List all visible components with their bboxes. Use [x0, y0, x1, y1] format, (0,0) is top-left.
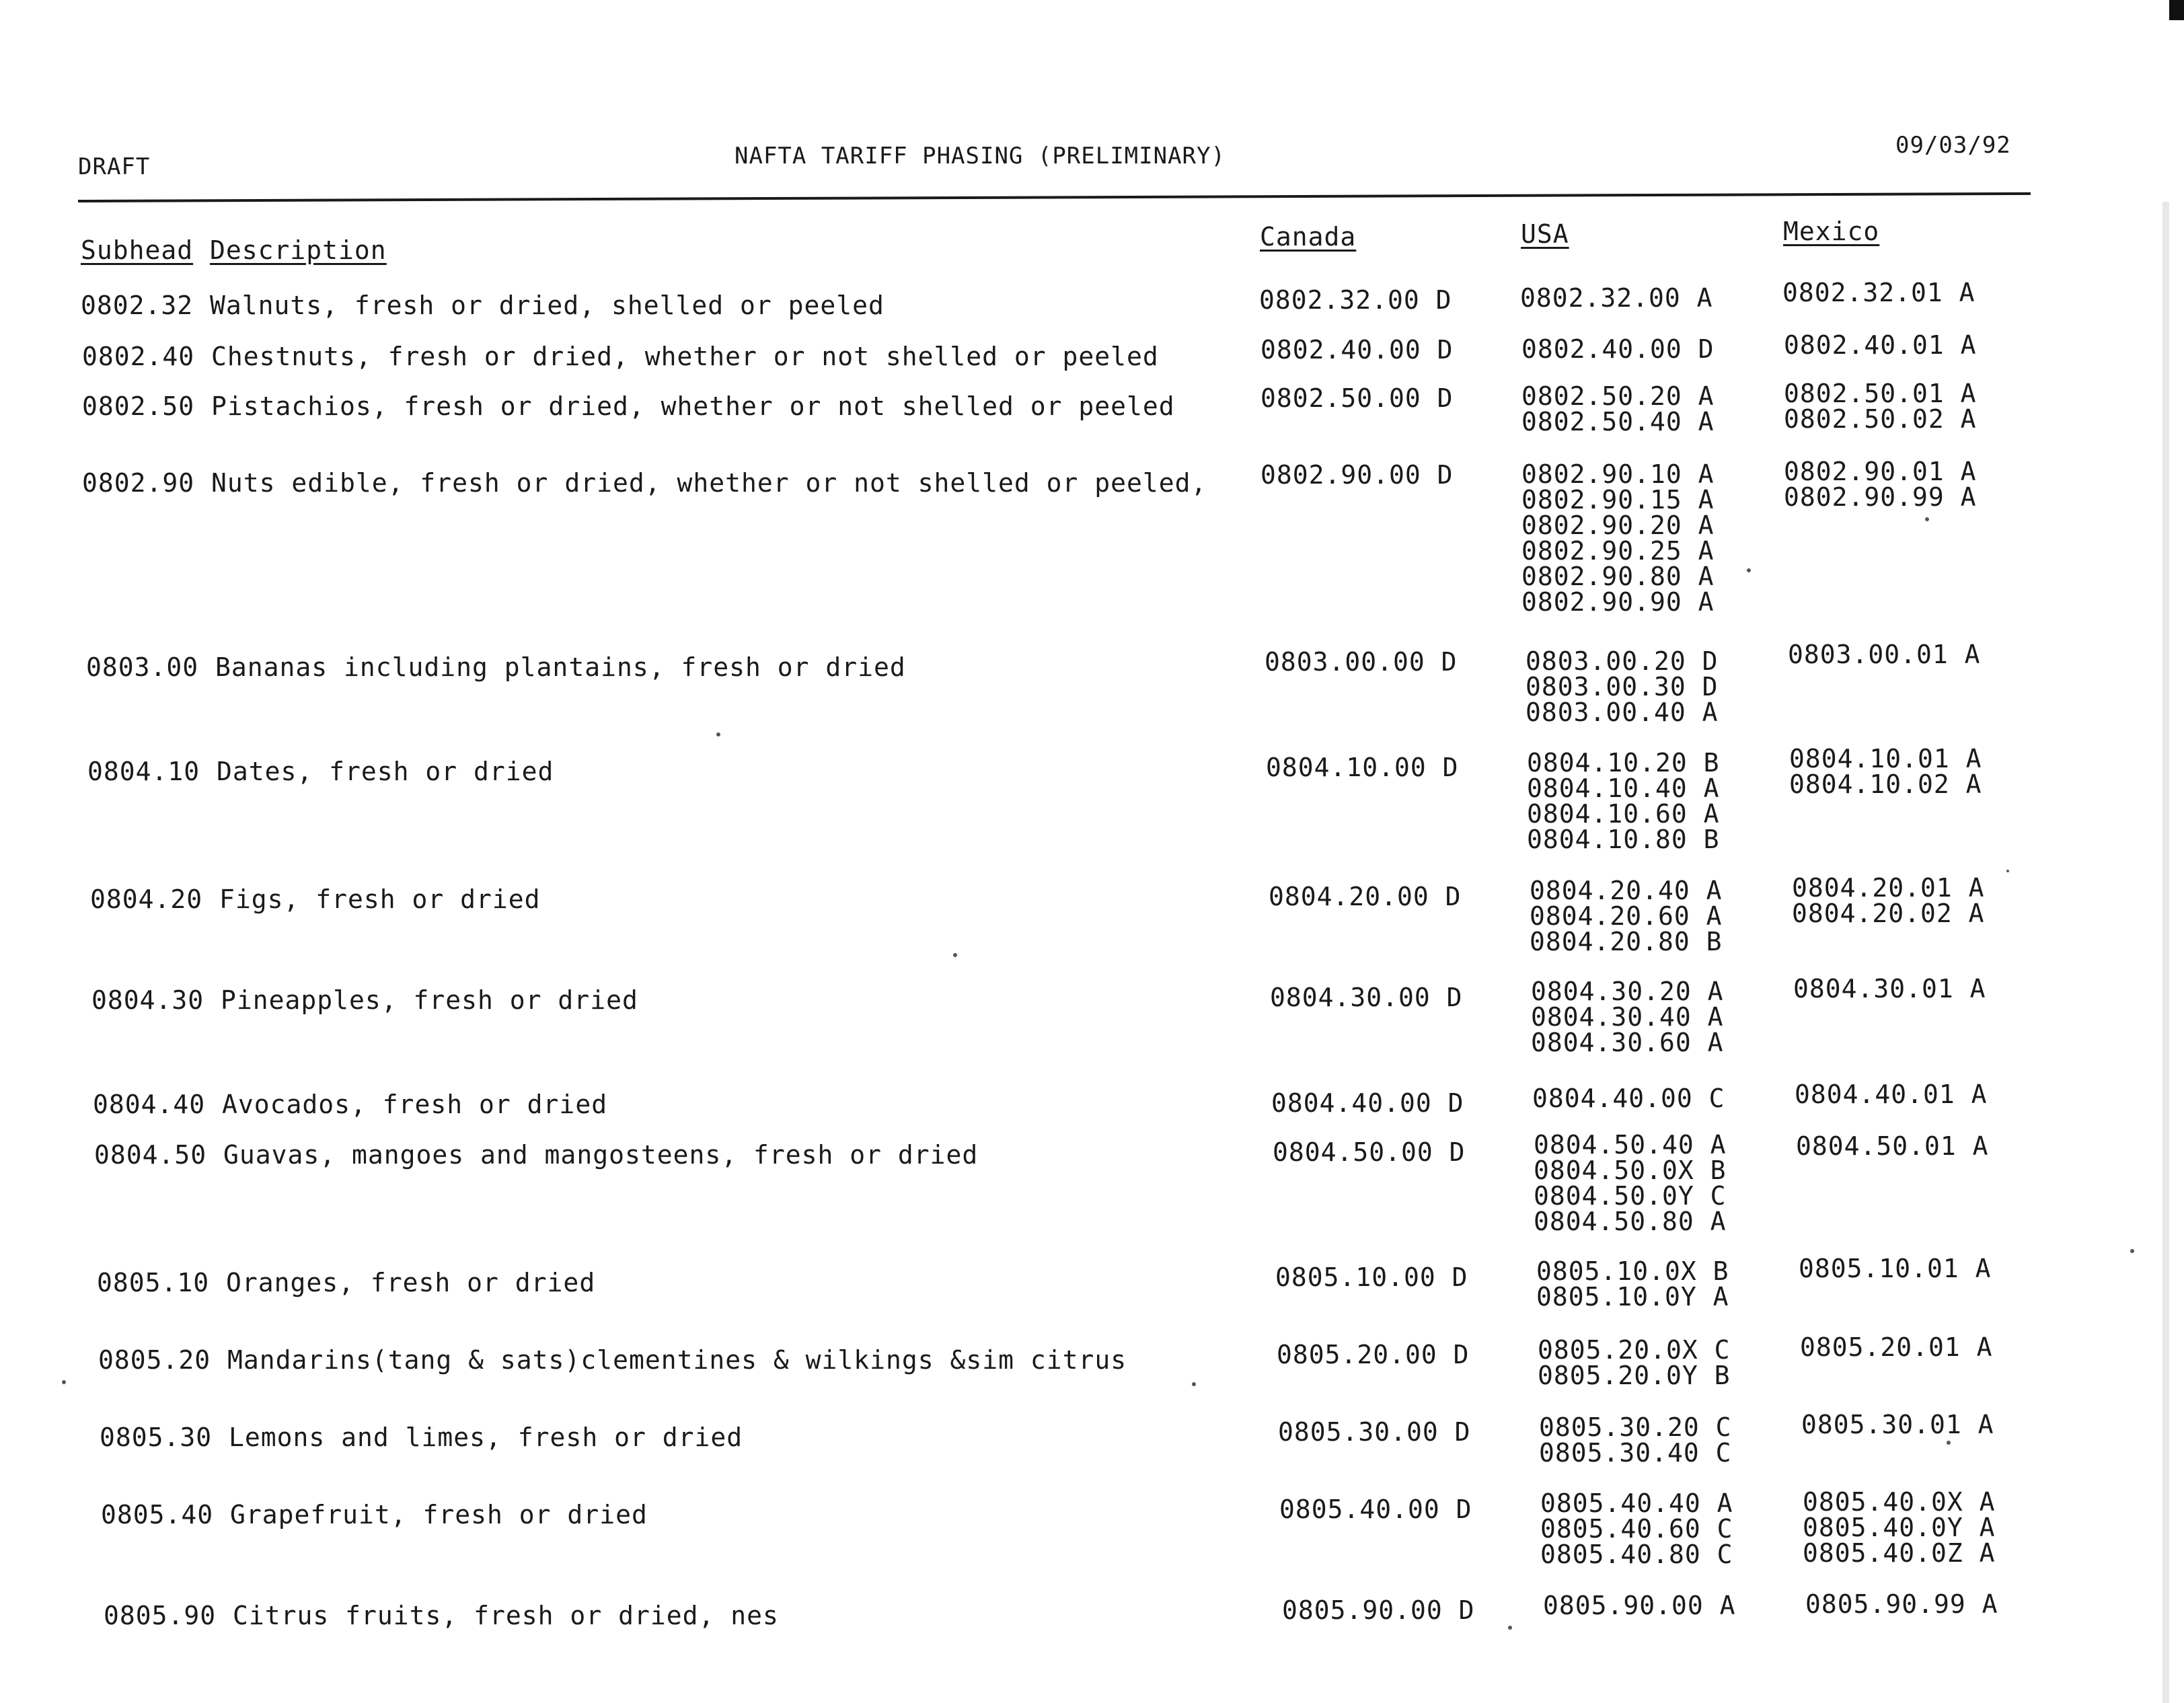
usa-code: 0802.40.00 D	[1521, 334, 1715, 364]
column-header-canada: Canada	[1260, 222, 1357, 252]
mexico-code: 0805.40.0Y A	[1803, 1513, 1996, 1542]
draft-label: DRAFT	[78, 153, 151, 180]
usa-code: 0804.10.20 B	[1527, 748, 1720, 778]
row-canada-code: 0804.50.00 D	[1273, 1137, 1466, 1167]
usa-code: 0804.50.0Y C	[1534, 1181, 1727, 1211]
usa-code: 0805.40.60 C	[1540, 1514, 1733, 1544]
row-subhead: 0805.30	[100, 1423, 213, 1452]
usa-code: 0805.10.0Y A	[1536, 1282, 1729, 1312]
row-description: Grapefruit, fresh or dried	[230, 1500, 648, 1529]
row-description: Walnuts, fresh or dried, shelled or peeled	[210, 291, 884, 320]
mexico-code: 0805.20.01 A	[1800, 1332, 1993, 1362]
document-date: 09/03/92	[1895, 132, 2011, 159]
row-canada-code: 0804.10.00 D	[1266, 753, 1459, 782]
mexico-code: 0802.50.01 A	[1784, 379, 1977, 408]
usa-code: 0805.40.80 C	[1540, 1540, 1733, 1569]
row-subhead: 0802.50	[82, 391, 195, 421]
row-subhead: 0804.10	[87, 757, 200, 786]
usa-code: 0803.00.30 D	[1526, 672, 1719, 702]
column-header-subhead: Subhead	[81, 235, 194, 265]
row-canada-code: 0802.40.00 D	[1260, 335, 1454, 365]
mexico-code: 0803.00.01 A	[1788, 640, 1981, 669]
usa-code: 0804.10.60 A	[1527, 799, 1720, 829]
row-canada-code: 0802.90.00 D	[1260, 460, 1454, 490]
usa-code: 0804.10.80 B	[1527, 825, 1720, 854]
row-canada-code: 0803.00.00 D	[1265, 647, 1458, 677]
row-canada-code: 0802.50.00 D	[1260, 383, 1454, 413]
column-header-mexico: Mexico	[1783, 217, 1880, 246]
column-header-description: Description	[210, 235, 387, 265]
row-description: Chestnuts, fresh or dried, whether or not shelled or peeled	[211, 342, 1159, 371]
usa-code: 0804.20.80 B	[1530, 927, 1723, 956]
usa-code: 0803.00.20 D	[1526, 646, 1719, 676]
usa-code: 0803.00.40 A	[1526, 697, 1719, 727]
row-canada-code: 0802.32.00 D	[1259, 285, 1452, 315]
usa-code: 0804.30.60 A	[1531, 1028, 1724, 1057]
mexico-code: 0805.90.99 A	[1805, 1589, 1998, 1619]
row-subhead: 0804.20	[90, 884, 203, 914]
row-subhead: 0805.40	[101, 1500, 214, 1529]
mexico-code: 0805.40.0X A	[1803, 1487, 1996, 1517]
mexico-code: 0804.10.01 A	[1789, 744, 1982, 773]
mexico-code: 0804.10.02 A	[1789, 769, 1982, 799]
row-canada-code: 0804.40.00 D	[1271, 1088, 1464, 1118]
mexico-code: 0804.20.01 A	[1792, 873, 1985, 903]
usa-code: 0804.50.40 A	[1534, 1130, 1727, 1160]
row-subhead: 0804.50	[94, 1140, 207, 1170]
mexico-code: 0802.90.99 A	[1784, 482, 1977, 512]
row-description: Mandarins(tang & sats)clementines & wilkings &sim citrus	[227, 1345, 1127, 1375]
usa-code: 0804.30.20 A	[1531, 977, 1724, 1006]
row-canada-code: 0805.20.00 D	[1277, 1340, 1470, 1369]
usa-code: 0804.50.80 A	[1534, 1207, 1727, 1236]
row-subhead: 0803.00	[86, 652, 199, 682]
row-description: Guavas, mangoes and mangosteens, fresh or dried	[223, 1140, 979, 1170]
row-subhead: 0804.40	[93, 1090, 206, 1119]
usa-code: 0804.50.0X B	[1534, 1156, 1727, 1185]
mexico-code: 0804.40.01 A	[1795, 1080, 1988, 1109]
row-description: Nuts edible, fresh or dried, whether or not shelled or peeled,	[211, 468, 1207, 498]
usa-code: 0805.20.0X C	[1538, 1335, 1731, 1365]
row-description: Dates, fresh or dried	[217, 757, 554, 786]
usa-code: 0802.90.10 A	[1521, 459, 1715, 489]
mexico-code: 0802.40.01 A	[1784, 330, 1977, 360]
usa-code: 0804.40.00 C	[1532, 1084, 1725, 1113]
row-description: Lemons and limes, fresh or dried	[229, 1423, 743, 1452]
usa-code: 0802.90.90 A	[1521, 587, 1715, 617]
mexico-code: 0804.20.02 A	[1792, 899, 1985, 928]
mexico-code: 0802.90.01 A	[1784, 457, 1977, 486]
row-description: Pineapples, fresh or dried	[221, 985, 638, 1015]
mexico-code: 0805.10.01 A	[1799, 1254, 1992, 1283]
mexico-code: 0805.40.0Z A	[1803, 1538, 1996, 1568]
row-subhead: 0804.30	[91, 985, 204, 1015]
row-canada-code: 0805.90.00 D	[1282, 1595, 1475, 1625]
mexico-code: 0804.50.01 A	[1796, 1131, 1989, 1161]
usa-code: 0805.40.40 A	[1540, 1488, 1733, 1518]
usa-code: 0805.10.0X B	[1536, 1256, 1729, 1286]
row-subhead: 0802.40	[82, 342, 195, 371]
mexico-code: 0804.30.01 A	[1793, 974, 1986, 1004]
document-title: NAFTA TARIFF PHASING (PRELIMINARY)	[735, 143, 1226, 169]
usa-code: 0805.30.40 C	[1539, 1438, 1732, 1468]
row-subhead: 0802.32	[81, 291, 194, 320]
usa-code: 0802.50.20 A	[1521, 381, 1715, 411]
row-description: Pistachios, fresh or dried, whether or not shelled or peeled	[211, 391, 1175, 421]
row-subhead: 0805.20	[98, 1345, 211, 1375]
usa-code: 0802.32.00 A	[1520, 283, 1713, 313]
row-canada-code: 0805.10.00 D	[1275, 1262, 1468, 1292]
usa-code: 0802.90.80 A	[1521, 562, 1715, 591]
usa-code: 0802.50.40 A	[1521, 407, 1715, 437]
usa-code: 0804.10.40 A	[1527, 773, 1720, 803]
usa-code: 0802.90.25 A	[1521, 536, 1715, 566]
row-canada-code: 0804.30.00 D	[1270, 983, 1463, 1012]
mexico-code: 0805.30.01 A	[1801, 1410, 1994, 1439]
usa-code: 0805.90.00 A	[1543, 1591, 1736, 1620]
usa-code: 0804.30.40 A	[1531, 1002, 1724, 1032]
row-description: Oranges, fresh or dried	[226, 1268, 596, 1297]
mexico-code: 0802.50.02 A	[1784, 404, 1977, 434]
row-description: Avocados, fresh or dried	[222, 1090, 608, 1119]
row-subhead: 0805.10	[97, 1268, 210, 1297]
mexico-code: 0802.32.01 A	[1782, 278, 1975, 307]
usa-code: 0804.20.40 A	[1530, 876, 1723, 905]
usa-code: 0804.20.60 A	[1530, 901, 1723, 931]
usa-code: 0805.20.0Y B	[1538, 1361, 1731, 1390]
row-subhead: 0805.90	[104, 1601, 217, 1630]
row-subhead: 0802.90	[82, 468, 195, 498]
column-header-usa: USA	[1521, 219, 1569, 249]
usa-code: 0805.30.20 C	[1539, 1412, 1732, 1442]
row-description: Citrus fruits, fresh or dried, nes	[233, 1601, 779, 1630]
row-description: Bananas including plantains, fresh or dried	[215, 652, 906, 682]
row-description: Figs, fresh or dried	[219, 884, 541, 914]
usa-code: 0802.90.15 A	[1521, 485, 1715, 515]
row-canada-code: 0804.20.00 D	[1269, 882, 1462, 911]
row-canada-code: 0805.30.00 D	[1278, 1417, 1471, 1447]
usa-code: 0802.90.20 A	[1521, 510, 1715, 540]
row-canada-code: 0805.40.00 D	[1279, 1494, 1472, 1524]
